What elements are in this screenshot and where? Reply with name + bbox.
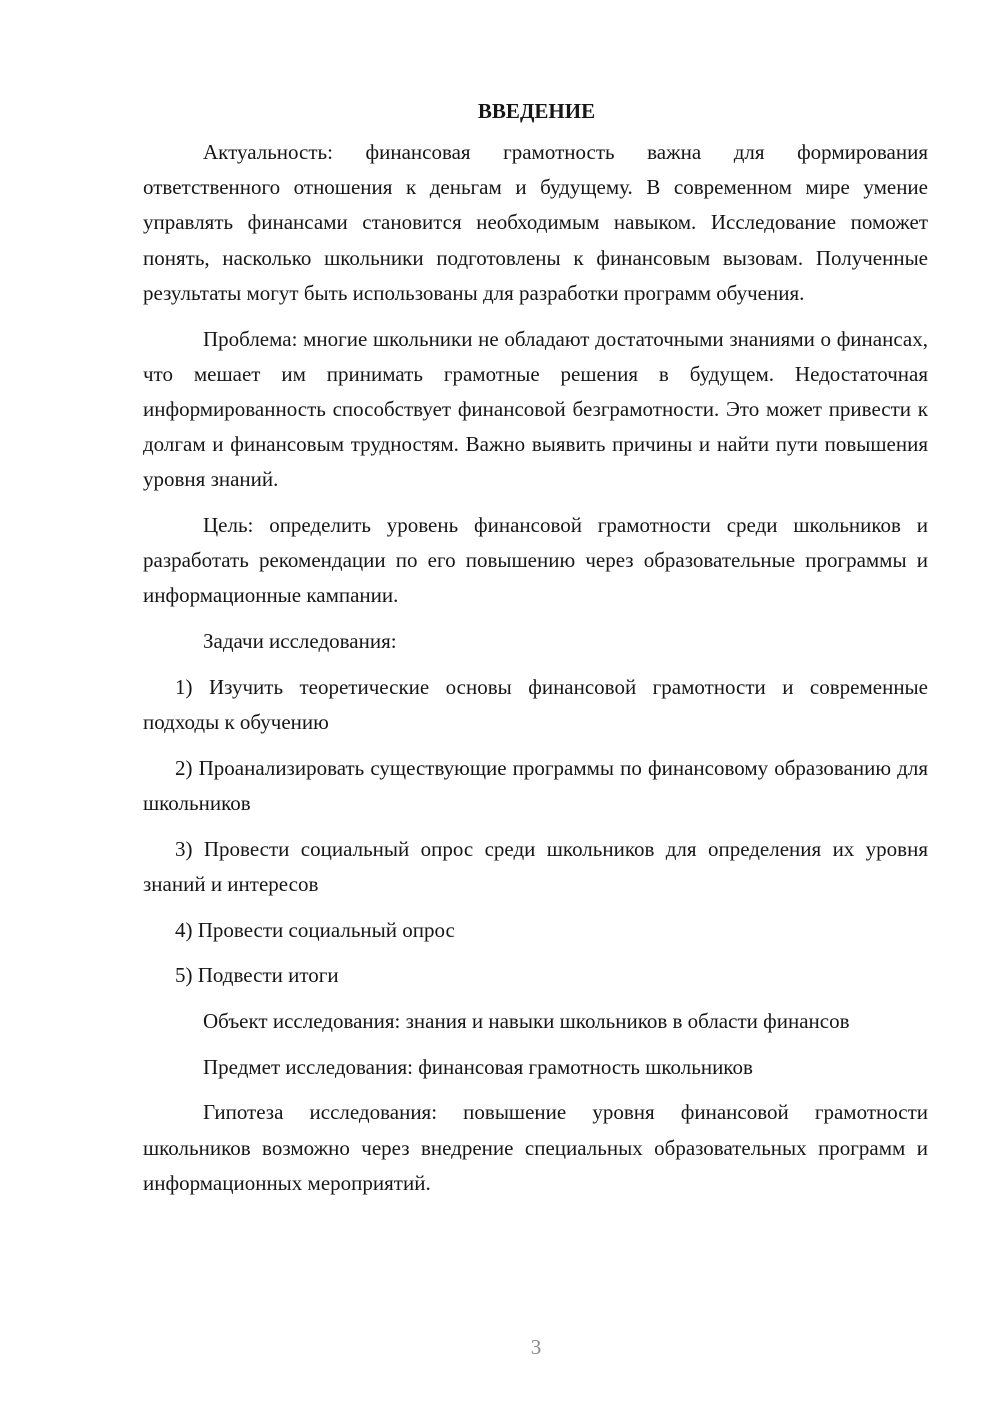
document-page xyxy=(143,96,928,1211)
tasks-heading: Задачи исследования: xyxy=(203,629,397,654)
task-item-3: 3) Провести социальный опрос среди школьников для определения их уровня знаний и интересов xyxy=(143,836,928,896)
task-item-2: 2) Проанализировать существующие программы по финансовому образованию для школьников xyxy=(143,755,928,815)
task-item-1: 1) Изучить теоретические основы финансовой грамотности и современные подходы к обучению xyxy=(143,674,928,735)
problem-paragraph: Проблема: многие школьники не обладают достаточными знаниями о финансах, что мешает им принимать грамотные решения в будущем. Недостаточная информированность способствует финансовой безграмотности. Это может привести к долгам и финансовым трудностям. Важно выявить причины и найти пути повышения уровня знаний. xyxy=(143,326,928,492)
task-item-4: 4) Провести социальный опрос xyxy=(175,917,455,942)
hypothesis-paragraph: Гипотеза исследования: повышение уровня финансовой грамотности школьников возможно через внедрение специальных образовательных программ и информационных мероприятий. xyxy=(143,1100,928,1195)
section-title: ВВЕДЕНИЕ xyxy=(477,99,596,123)
task-item-5: 5) Подвести итоги xyxy=(175,963,339,988)
relevance-paragraph: Актуальность: финансовая грамотность важна для формирования ответственного отношения к деньгам и будущему. В современном мире умение управлять финансами становится необходимым навыком. Исследование поможет понять, насколько школьники подготовлены к финансовым вызовам. Полученные результаты могут быть использованы для разработки программ обучения. xyxy=(143,140,928,305)
object-paragraph: Объект исследования: знания и навыки школьников в области финансов xyxy=(203,1008,850,1033)
subject-paragraph: Предмет исследования: финансовая грамотность школьников xyxy=(203,1054,753,1079)
page-number: 3 xyxy=(530,1335,542,1359)
goal-paragraph: Цель: определить уровень финансовой грамотности среди школьников и разработать рекомендации по его повышению через образовательные программы и информационные кампании. xyxy=(143,513,928,608)
